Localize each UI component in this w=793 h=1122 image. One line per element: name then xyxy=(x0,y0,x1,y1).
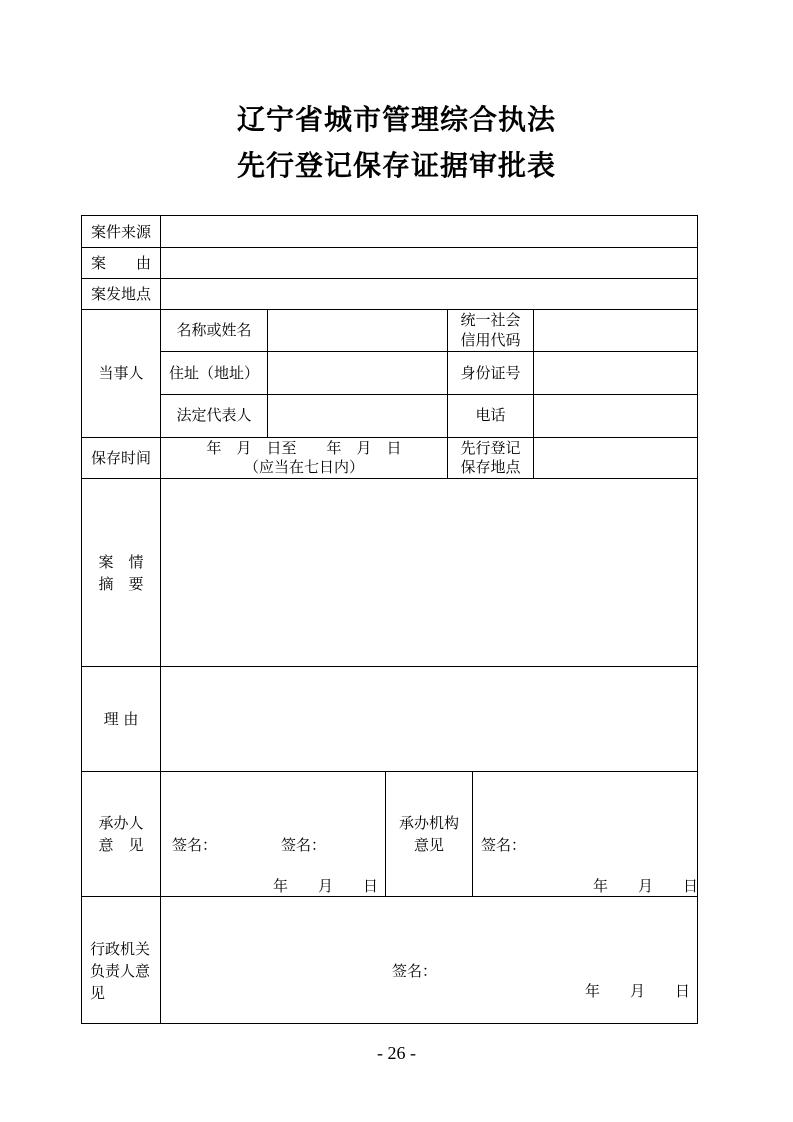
name-label: 名称或姓名 xyxy=(176,321,252,339)
row-divider xyxy=(161,394,697,395)
row-divider xyxy=(82,309,697,310)
admin-head-signature: 签名： xyxy=(392,962,438,980)
form-title-line2: 先行登记保存证据审批表 xyxy=(236,149,556,182)
approval-form-table xyxy=(81,215,698,1024)
handler-signature-2: 签名： xyxy=(281,836,327,854)
row-divider xyxy=(82,666,697,667)
admin-head-label-line1: 行政机关 xyxy=(90,940,151,958)
storage-time-range: 年 月 日至 年 月 日 xyxy=(206,439,402,457)
row-divider xyxy=(82,771,697,772)
admin-head-label-line2: 负责人意 xyxy=(90,962,151,980)
case-source-label: 案件来源 xyxy=(90,223,151,241)
admin-head-date: 年 月 日 xyxy=(585,982,691,1000)
case-reason-label: 案 由 xyxy=(90,254,151,272)
credit-code-label-line1: 统一社会 xyxy=(460,311,521,329)
legal-rep-label: 法定代表人 xyxy=(176,406,252,424)
page-number: - 26 - xyxy=(377,1043,416,1063)
reason-label: 理 由 xyxy=(103,710,139,728)
org-signature: 签名： xyxy=(481,836,527,854)
storage-place-label-line2: 保存地点 xyxy=(460,458,521,476)
handler-opinion-label-line1: 承办人 xyxy=(98,814,144,832)
case-location-label: 案发地点 xyxy=(90,285,151,303)
org-opinion-label-line2: 意见 xyxy=(413,836,444,854)
column-divider xyxy=(267,309,268,437)
case-summary-label-line1: 案 情 xyxy=(98,553,144,571)
storage-time-note: （应当在七日内） xyxy=(243,458,364,476)
handler-opinion-label-line2: 意 见 xyxy=(98,836,144,854)
id-number-label: 身份证号 xyxy=(460,364,521,382)
storage-time-label: 保存时间 xyxy=(90,449,151,467)
admin-head-label-line3: 见 xyxy=(90,984,106,1002)
address-label: 住址（地址） xyxy=(168,364,259,382)
row-divider xyxy=(82,478,697,479)
handler-signature-1: 签名： xyxy=(172,836,218,854)
storage-place-label-line1: 先行登记 xyxy=(460,439,521,457)
org-date: 年 月 日 xyxy=(593,877,699,895)
party-label: 当事人 xyxy=(98,364,144,382)
form-title-line1: 辽宁省城市管理综合执法 xyxy=(236,103,556,136)
row-divider xyxy=(82,247,697,248)
row-divider xyxy=(82,278,697,279)
phone-label: 电话 xyxy=(475,406,506,424)
org-opinion-label-line1: 承办机构 xyxy=(398,814,459,832)
case-summary-label-line2: 摘 要 xyxy=(98,575,144,593)
row-divider xyxy=(161,351,697,352)
column-divider xyxy=(533,309,534,478)
credit-code-label-line2: 信用代码 xyxy=(460,331,521,349)
handler-date: 年 月 日 xyxy=(273,877,379,895)
column-divider xyxy=(472,771,473,896)
